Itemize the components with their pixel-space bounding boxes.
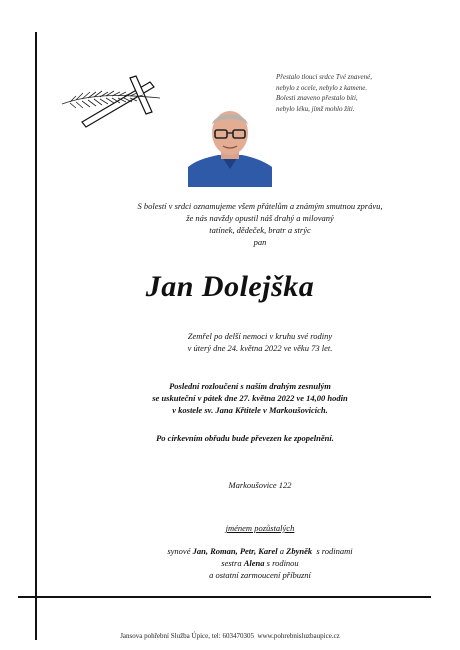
verse-line: nebylo léku, jímž mohlo žíti.: [276, 104, 355, 113]
funeral-line: se uskuteční v pátek dne 27. května 2022 ve 14,00 hodin: [152, 393, 348, 403]
announcement-intro: [60, 200, 460, 248]
verse-line: Bolesti znaveno přestalo bíti,: [276, 94, 358, 102]
portrait-photo: [188, 103, 272, 187]
sons-last-name: Zbyněk: [286, 546, 313, 556]
death-line: Zemřel po delší nemoci v kruhu své rodiny: [187, 331, 333, 341]
death-details: [60, 330, 460, 354]
intro-line: že nás navždy opustil náš drahý a milovaný: [186, 213, 334, 223]
family-address: Markoušovice 122: [228, 480, 292, 490]
intro-line: tatínek, dědeček, bratr a strýc: [209, 225, 311, 235]
funeral-line: v kostele sv. Jana Křtitele v Markoušovicích.: [172, 405, 328, 415]
funeral-details: [50, 380, 450, 416]
survivors-list: [60, 545, 460, 581]
death-line: v úterý dne 24. května 2022 ve věku 73 let.: [187, 343, 333, 353]
funeral-line: Poslední rozloučení s naším drahým zesnulým: [169, 381, 331, 391]
sister-prefix: sestra: [221, 558, 244, 568]
survivors-sister-line: [60, 557, 460, 569]
cremation-note: Po církevním obřadu bude převezen ke zpopelnění.: [156, 433, 334, 443]
sons-prefix: synové: [167, 546, 193, 556]
sister-name: Alena: [243, 558, 265, 568]
on-behalf-heading: jménem pozůstalých: [225, 523, 295, 533]
intro-line: pan: [253, 237, 267, 247]
funeral-service-footer: Jansova pohřební Služba Úpice, tel: 603470305 www.pohrebnisluzbaupice.cz: [120, 632, 340, 640]
cross-with-palm-icon: [60, 72, 175, 132]
sister-suffix: s rodinou: [264, 558, 299, 568]
memorial-verse: [276, 72, 426, 114]
sons-suffix: s rodinami: [312, 546, 353, 556]
sons-and: a: [277, 546, 287, 556]
sons-names: Jan, Roman, Petr, Karel: [192, 546, 278, 556]
survivors-sons-line: [60, 545, 460, 557]
verse-line: Přestalo tlouci srdce Tvé znavené,: [276, 73, 372, 81]
left-border-line: [35, 32, 37, 640]
survivors-relatives-line: a ostatní zarmoucení příbuzní: [209, 570, 311, 580]
bottom-border-line: [18, 596, 431, 598]
verse-line: nebylo z ocele, nebylo z kamene.: [276, 83, 368, 92]
intro-line: S bolestí v srdci oznamujeme všem přátelům a známým smutnou zprávu,: [137, 201, 383, 211]
deceased-name: Jan Dolejška: [145, 270, 315, 303]
